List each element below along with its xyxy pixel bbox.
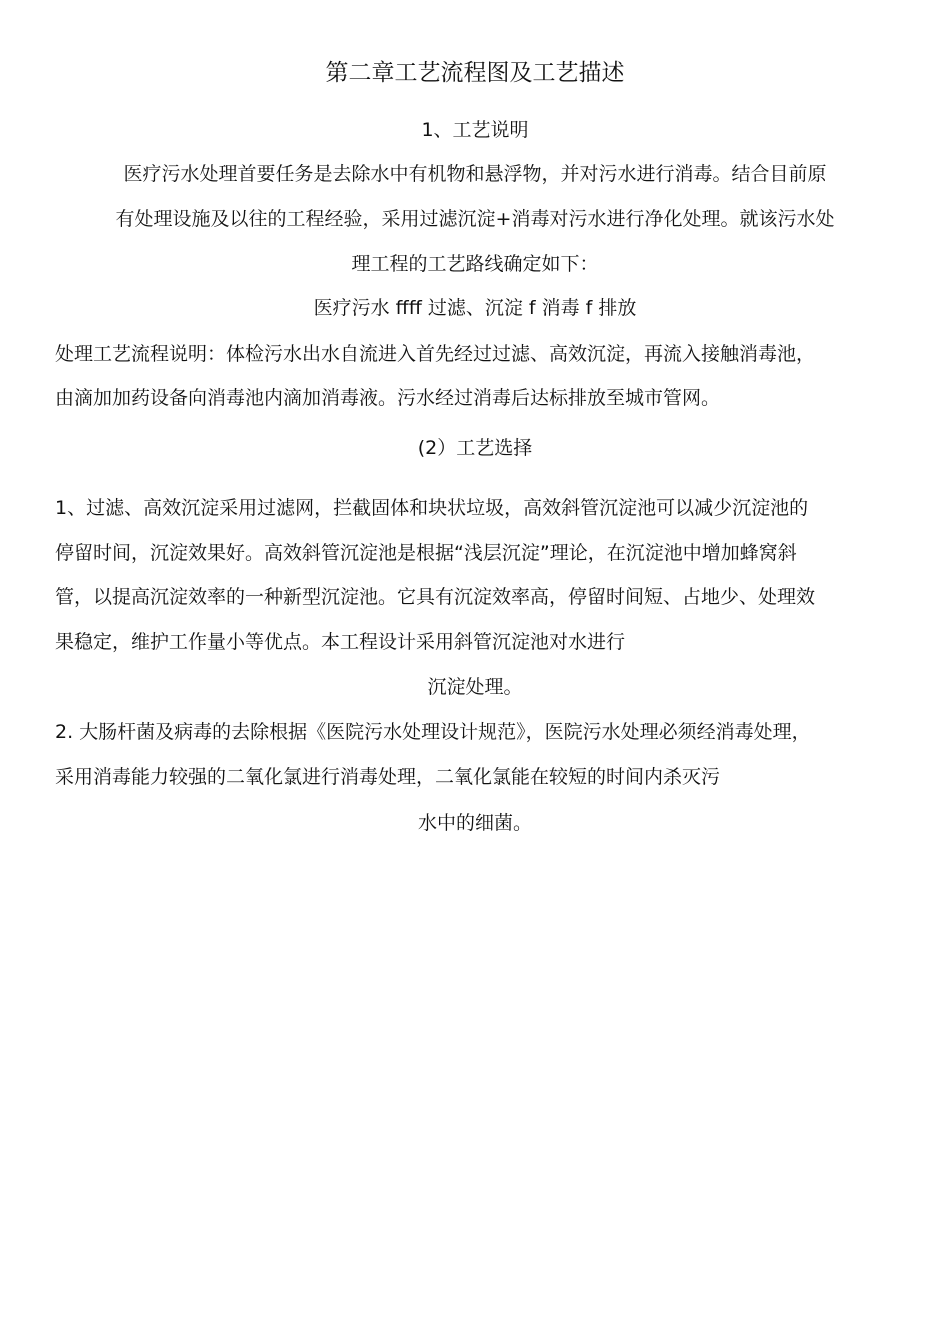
process-description-line: 由滴加加药设备向消毒池内滴加消毒液。污水经过消毒后达标排放至城市管网。 [55, 387, 721, 409]
intro-paragraph-line: 医疗污水处理首要任务是去除水中有机物和悬浮物，并对污水进行消毒。结合目前原 [123, 163, 827, 185]
item-2-line: 2. 大肠杆菌及病毒的去除根据《医院污水处理设计规范》，医院污水处理必须经消毒处理， [55, 721, 811, 743]
item-1-line: 沉淀处理。 [427, 676, 523, 698]
section-heading-process-description: 1、工艺说明 [421, 119, 529, 141]
item-1-line: 停留时间，沉淀效果好。高效斜管沉淀池是根据“浅层沉淀”理论，在沉淀池中增加蜂窝斜 [55, 542, 797, 564]
intro-paragraph-line: 有处理设施及以往的工程经验，采用过滤沉淀+消毒对污水进行净化处理。就该污水处 [115, 208, 835, 230]
item-1-line: 果稳定，维护工作量小等优点。本工程设计采用斜管沉淀池对水进行 [55, 631, 626, 653]
section-heading-process-selection: (2）工艺选择 [417, 437, 533, 459]
intro-paragraph-line: 理工程的工艺路线确定如下： [351, 253, 599, 275]
process-route: 医疗污水 ffff 过滤、沉淀 f 消毒 f 排放 [313, 297, 637, 319]
item-1-line: 管，以提高沉淀效率的一种新型沉淀池。它具有沉淀效率高，停留时间短、占地少、处理效 [55, 586, 816, 608]
document-title: 第二章工艺流程图及工艺描述 [325, 60, 625, 86]
item-2-line: 水中的细菌。 [417, 812, 532, 834]
item-1-line: 1、过滤、高效沉淀采用过滤网，拦截固体和块状垃圾，高效斜管沉淀池可以减少沉淀池的 [55, 497, 809, 519]
item-2-line: 采用消毒能力较强的二氧化氯进行消毒处理，二氧化氯能在较短的时间内杀灭污 [55, 766, 721, 788]
process-description-line: 处理工艺流程说明：体检污水出水自流进入首先经过过滤、高效沉淀，再流入接触消毒池， [55, 343, 816, 365]
